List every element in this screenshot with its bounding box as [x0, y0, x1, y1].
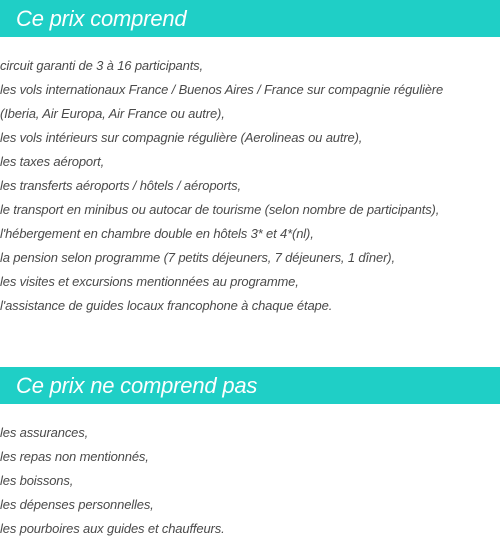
list-item: l'assistance de guides locaux francophone à chaque étape. — [0, 298, 333, 313]
list-item: les visites et excursions mentionnées au programme, — [0, 274, 299, 289]
list-item: les transferts aéroports / hôtels / aéroports, — [0, 178, 241, 193]
list-item: (Iberia, Air Europa, Air France ou autre), — [0, 106, 225, 121]
list-item: les vols intérieurs sur compagnie régulière (Aerolineas ou autre), — [0, 130, 363, 145]
list-item: les repas non mentionnés, — [0, 449, 149, 464]
excludes-section-title: Ce prix ne comprend pas — [0, 367, 500, 404]
list-item: les taxes aéroport, — [0, 154, 105, 169]
list-item: les vols internationaux France / Buenos Aires / France sur compagnie régulière — [0, 82, 444, 97]
excludes-list — [0, 421, 500, 541]
list-item: les pourboires aux guides et chauffeurs. — [0, 521, 225, 536]
list-item: les boissons, — [0, 473, 74, 488]
list-item: les assurances, — [0, 425, 89, 440]
list-item: l'hébergement en chambre double en hôtels 3* et 4*(nl), — [0, 226, 314, 241]
list-item: circuit garanti de 3 à 16 participants, — [0, 58, 203, 73]
list-item: le transport en minibus ou autocar de tourisme (selon nombre de participants), — [0, 202, 440, 217]
includes-section-title: Ce prix comprend — [0, 0, 500, 37]
list-item: les dépenses personnelles, — [0, 497, 154, 512]
includes-list — [0, 54, 500, 318]
list-item: la pension selon programme (7 petits déjeuners, 7 déjeuners, 1 dîner), — [0, 250, 395, 265]
